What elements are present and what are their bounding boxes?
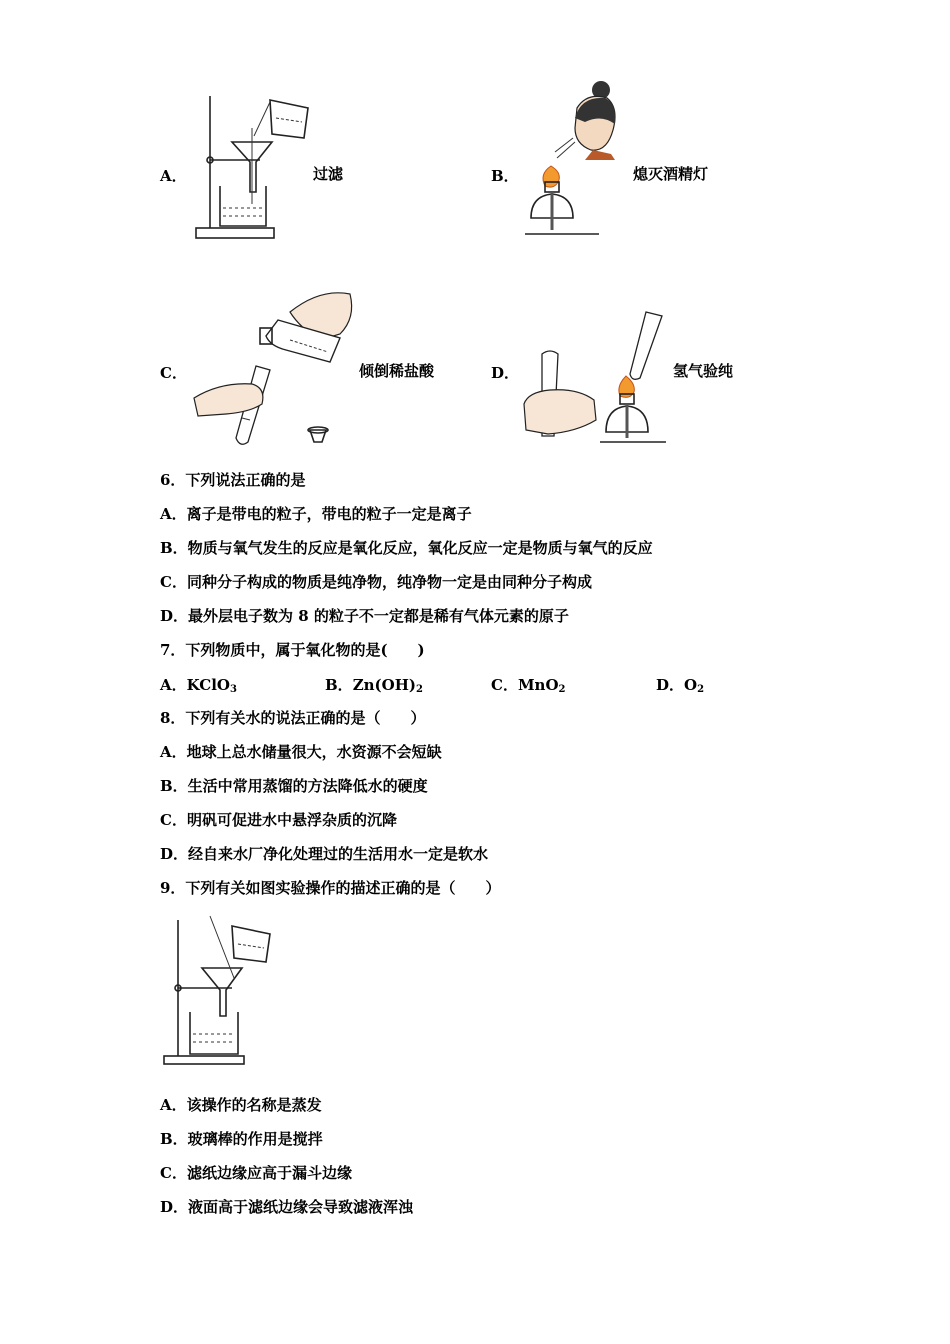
option-letter: B． [325,676,353,694]
option-letter: D． [656,676,685,694]
option-b: B．玻璃棒的作用是搅拌 [160,1130,323,1148]
subscript: 2 [415,684,423,695]
option-a: A．离子是带电的粒子，带电的粒子一定是离子 [160,505,472,523]
subscript: 2 [558,684,566,695]
option-d: D．经自来水厂净化处理过的生活用水一定是软水 [160,845,489,863]
option-c: C．同种分子构成的物质是纯净物，纯净物一定是由同种分子构成 [160,573,592,591]
option-c [491,676,566,694]
option-letter: A． [160,676,187,694]
option-a: A．地球上总水储量很大，水资源不会短缺 [160,743,442,761]
subscript: 3 [229,684,237,695]
question-stem: 6．下列说法正确的是 [160,471,306,489]
filtration-apparatus-figure [190,92,320,244]
formula: O [684,676,698,694]
question-stem: 9．下列有关如图实验操作的描述正确的是（ ） [160,879,501,897]
option-b [325,676,423,694]
question-stem: 8．下列有关水的说法正确的是（ ） [160,709,426,727]
option-d: D．最外层电子数为 8 的粒子不一定都是稀有气体元素的原子 [160,607,569,625]
option-b: B．物质与氧气发生的反应是氧化反应，氧化反应一定是物质与氧气的反应 [160,539,653,557]
formula: MnO [517,676,559,694]
subscript: 2 [697,684,705,695]
option-caption: 熄灭酒精灯 [633,165,709,183]
option-c: C．明矾可促进水中悬浮杂质的沉降 [160,811,397,829]
hydrogen-purity-test-figure [520,308,670,446]
option-d: D．液面高于滤纸边缘会导致滤液浑浊 [160,1198,414,1216]
option-a [160,676,237,694]
option-letter: A． [160,167,187,185]
option-caption: 过滤 [313,165,344,183]
option-letter: C． [160,364,187,382]
option-c: C．滤纸边缘应高于漏斗边缘 [160,1164,352,1182]
option-caption: 氢气验纯 [673,362,734,380]
option-letter: D． [491,364,520,382]
option-letter: C． [491,676,518,694]
formula: KClO [186,676,230,694]
option-b: B．生活中常用蒸馏的方法降低水的硬度 [160,777,428,795]
pour-hydrochloric-acid-figure [190,288,360,448]
filtration-setup-figure [160,912,280,1068]
question-stem: 7．下列物质中，属于氧化物的是( ) [160,641,425,659]
option-d [656,676,704,694]
blow-out-alcohol-lamp-figure [515,78,645,243]
option-letter: B． [491,167,519,185]
option-caption: 倾倒稀盐酸 [359,362,435,380]
formula: Zn(OH) [352,676,416,694]
option-a: A．该操作的名称是蒸发 [160,1096,322,1114]
